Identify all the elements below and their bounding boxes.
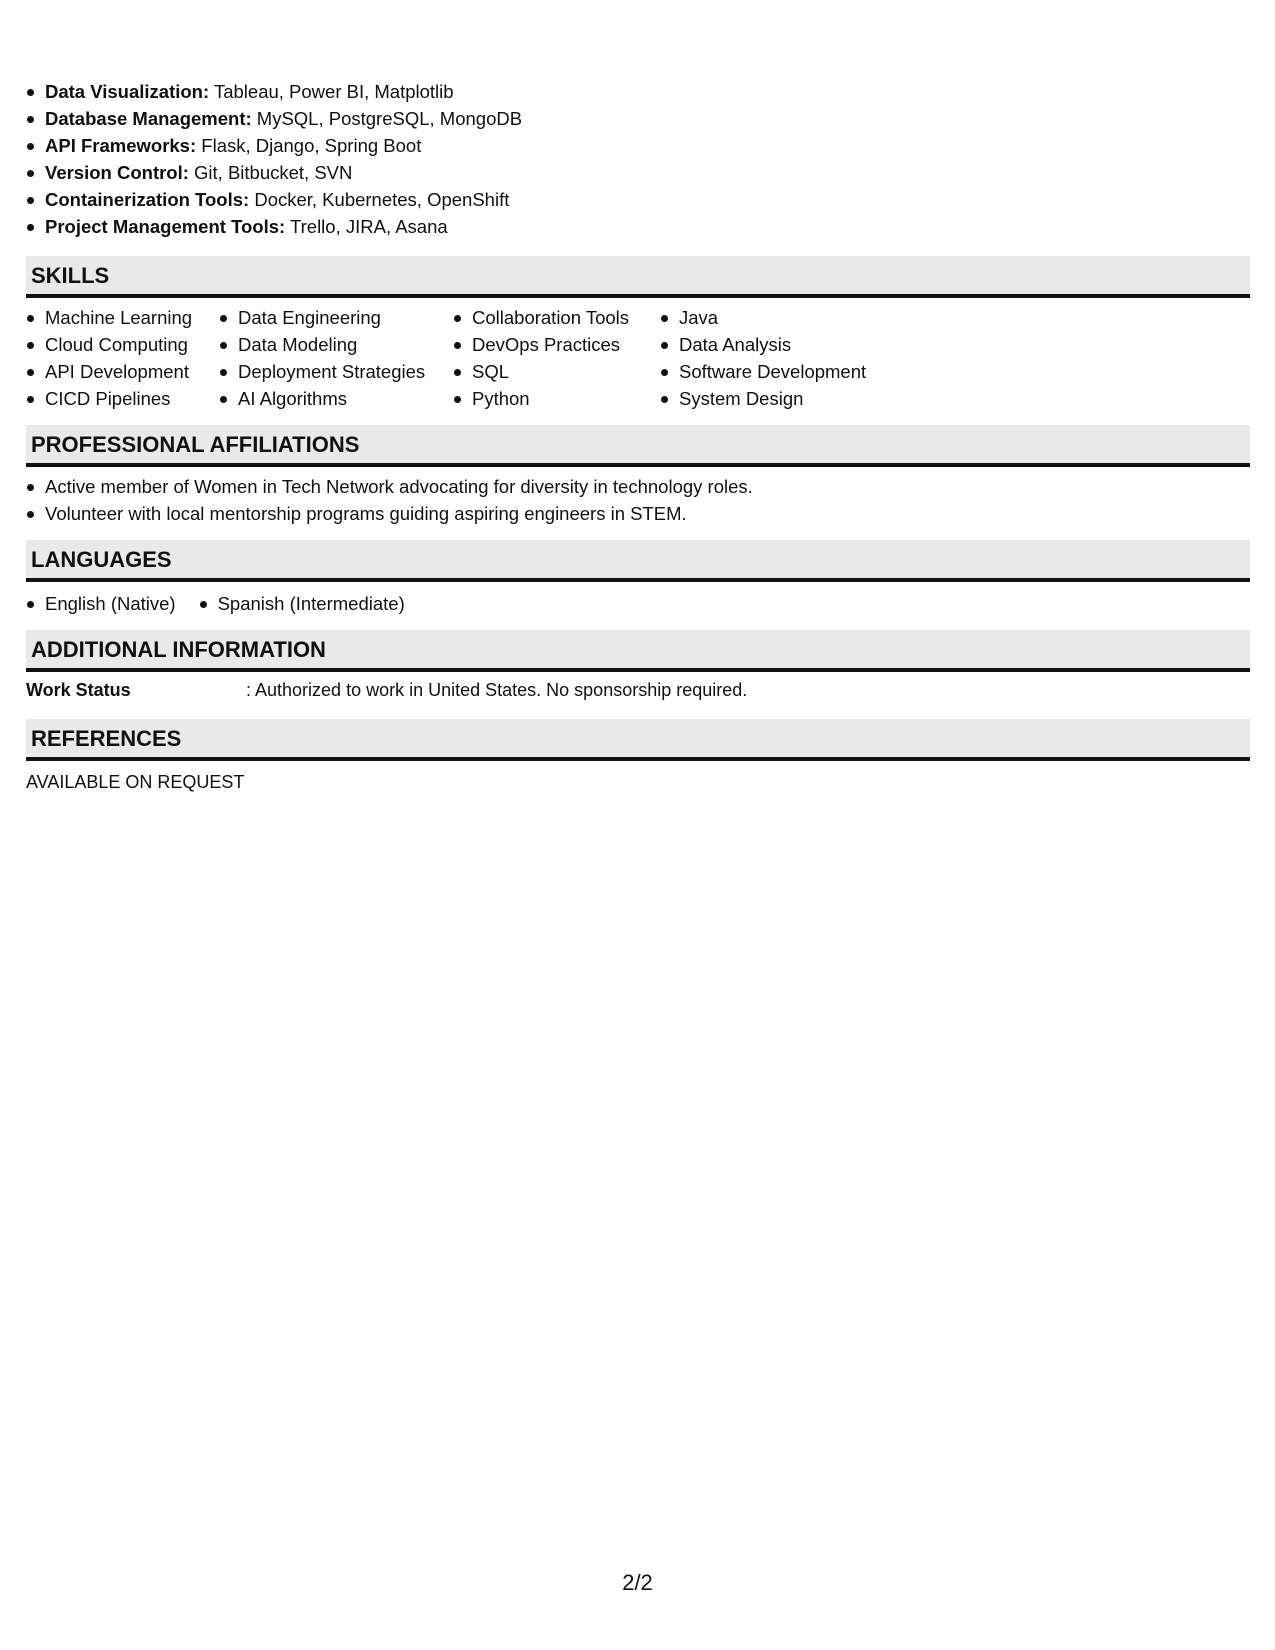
list-item	[26, 213, 1250, 240]
skill-item: Software Development	[660, 358, 920, 385]
skill-item: DevOps Practices	[453, 331, 660, 358]
affiliation-item: Volunteer with local mentorship programs guiding aspiring engineers in STEM.	[26, 500, 1250, 527]
languages-list	[26, 590, 428, 617]
languages-heading: LANGUAGES	[26, 540, 1250, 582]
work-status-row	[26, 677, 1250, 704]
skill-item: AI Algorithms	[219, 385, 453, 412]
tool-category-label: Containerization Tools:	[45, 189, 250, 210]
tools-list	[26, 78, 1250, 240]
list-item	[26, 132, 1250, 159]
additional-info-heading: ADDITIONAL INFORMATION	[26, 630, 1250, 672]
page-number: 2/2	[622, 1570, 653, 1595]
skill-item: Data Engineering	[219, 304, 453, 331]
references-heading: REFERENCES	[26, 719, 1250, 761]
affiliations-heading: PROFESSIONAL AFFILIATIONS	[26, 425, 1250, 467]
skill-item: SQL	[453, 358, 660, 385]
tool-category-label: Database Management:	[45, 108, 252, 129]
references-text: AVAILABLE ON REQUEST	[26, 772, 245, 792]
work-status-label: Work Status	[26, 680, 131, 700]
skill-item: Cloud Computing	[26, 331, 219, 358]
tool-values: MySQL, PostgreSQL, MongoDB	[251, 108, 523, 129]
languages-row	[26, 590, 1250, 617]
language-item: Spanish (Intermediate)	[199, 590, 405, 617]
skill-item: System Design	[660, 385, 920, 412]
skill-item: Python	[453, 385, 660, 412]
skill-item: Machine Learning	[26, 304, 219, 331]
skills-column-2	[219, 304, 453, 412]
skills-column-4	[660, 304, 920, 412]
resume-page	[26, 78, 1250, 796]
affiliations-list	[26, 473, 1250, 527]
skills-grid	[26, 304, 1250, 412]
list-item	[26, 186, 1250, 213]
skills-column-1	[26, 304, 219, 412]
tool-values: Tableau, Power BI, Matplotlib	[209, 81, 454, 102]
skill-item: Data Analysis	[660, 331, 920, 358]
tool-values: Flask, Django, Spring Boot	[196, 135, 422, 156]
tool-category-label: API Frameworks:	[45, 135, 197, 156]
skill-item: Data Modeling	[219, 331, 453, 358]
tool-category-label: Version Control:	[45, 162, 189, 183]
skills-column-3	[453, 304, 660, 412]
skills-heading: SKILLS	[26, 256, 1250, 298]
skill-item: Deployment Strategies	[219, 358, 453, 385]
language-item: English (Native)	[26, 590, 176, 617]
list-item	[26, 159, 1250, 186]
skill-item: Java	[660, 304, 920, 331]
skill-item: API Development	[26, 358, 219, 385]
tool-category-label: Project Management Tools:	[45, 216, 286, 237]
tool-values: Docker, Kubernetes, OpenShift	[249, 189, 510, 210]
tool-values: Git, Bitbucket, SVN	[188, 162, 353, 183]
list-item	[26, 105, 1250, 132]
work-status-value: : Authorized to work in United States. No sponsorship required.	[246, 680, 748, 700]
skill-item: CICD Pipelines	[26, 385, 219, 412]
skill-item: Collaboration Tools	[453, 304, 660, 331]
tool-values: Trello, JIRA, Asana	[285, 216, 448, 237]
tool-category-label: Data Visualization:	[45, 81, 210, 102]
affiliation-item: Active member of Women in Tech Network advocating for diversity in technology roles.	[26, 473, 1250, 500]
list-item	[26, 78, 1250, 105]
